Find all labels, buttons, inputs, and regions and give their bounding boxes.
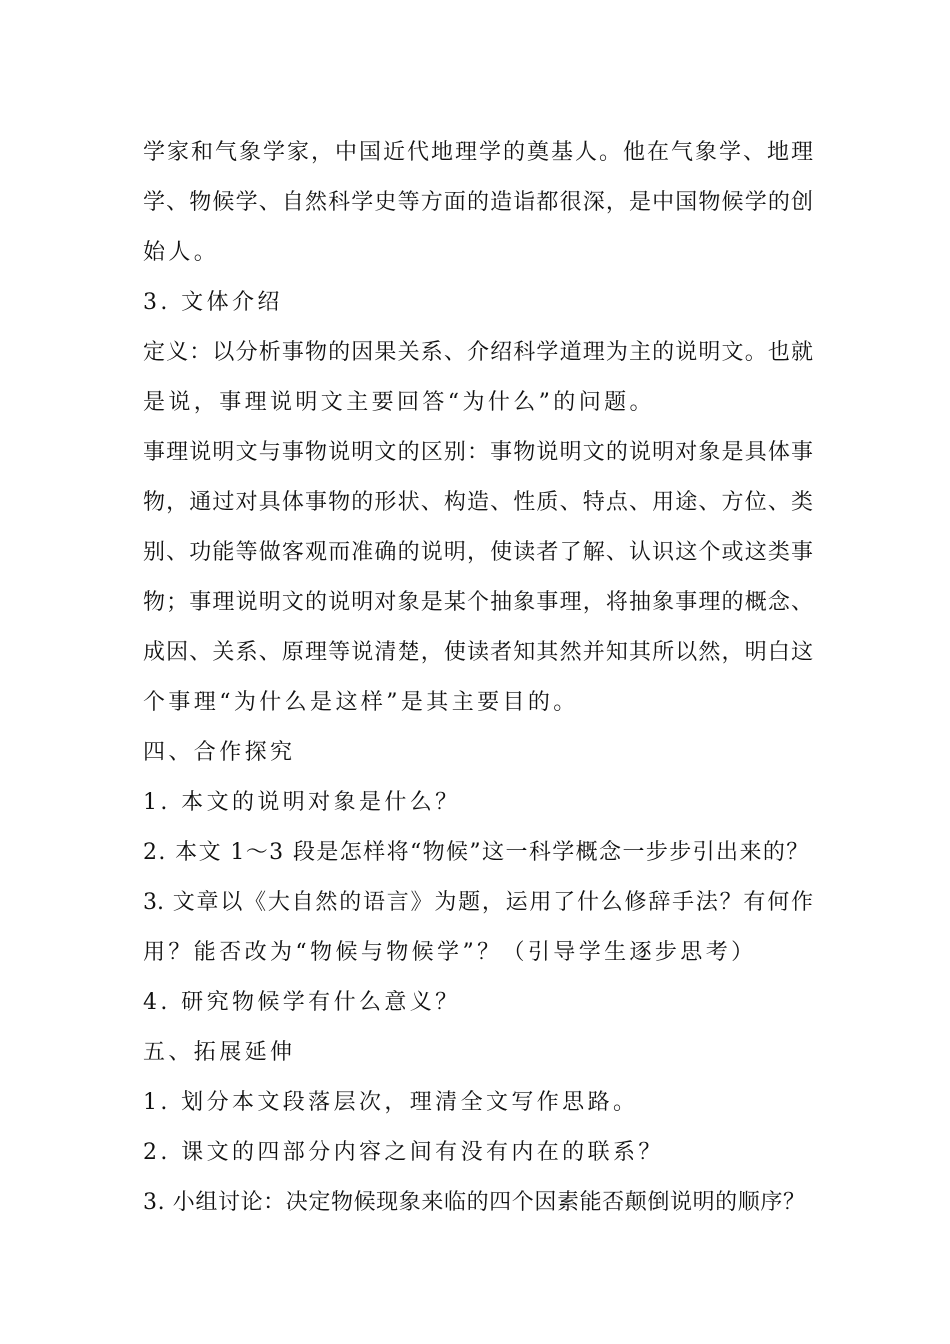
paragraph-line: 物，通过对具体事物的形状、构造、性质、特点、用途、方位、类	[143, 490, 813, 515]
section-heading: 五、拓展延伸	[143, 1040, 296, 1065]
paragraph-line: 学家和气象学家，中国近代地理学的奠基人。他在气象学、地理	[143, 140, 813, 165]
section-heading: 四、合作探究	[143, 740, 296, 765]
paragraph-line: 别、功能等做客观而准确的说明，使读者了解、认识这个或这类事	[143, 540, 813, 565]
list-item: 2. 课文的四部分内容之间有没有内在的联系？	[143, 1140, 664, 1165]
list-item: 3. 小组讨论：决定物候现象来临的四个因素能否颠倒说明的顺序？	[143, 1190, 806, 1215]
paragraph-line: 定义：以分析事物的因果关系、介绍科学道理为主的说明文。也就	[143, 340, 813, 365]
paragraph-line: 是说，事理说明文主要回答“为什么”的问题。	[143, 390, 655, 415]
list-item: 1. 本文的说明对象是什么？	[143, 790, 461, 815]
paragraph-line: 事理说明文与事物说明文的区别：事物说明文的说明对象是具体事	[143, 440, 813, 465]
document-body	[143, 128, 813, 1228]
list-item: 1. 划分本文段落层次，理清全文写作思路。	[143, 1090, 639, 1115]
paragraph-line: 学、物候学、自然科学史等方面的造诣都很深，是中国物候学的创	[143, 190, 813, 215]
paragraph-line: 成因、关系、原理等说清楚，使读者知其然并知其所以然，明白这	[143, 640, 813, 665]
list-item-continuation: 用？能否改为“物候与物候学”？（引导学生逐步思考）	[143, 940, 757, 965]
paragraph-line: 物；事理说明文的说明对象是某个抽象事理，将抽象事理的概念、	[143, 590, 813, 615]
section-heading: 3. 文体介绍	[143, 290, 283, 315]
paragraph-line: 始人。	[143, 240, 220, 265]
list-item: 2. 本文 1～3 段是怎样将“物候”这一科学概念一步步引出来的？	[143, 840, 810, 865]
list-item: 4. 研究物候学有什么意义？	[143, 990, 461, 1015]
list-item: 3. 文章以《大自然的语言》为题，运用了什么修辞手法？有何作	[143, 890, 813, 915]
paragraph-line: 个事理“为什么是这样”是其主要目的。	[143, 690, 579, 715]
